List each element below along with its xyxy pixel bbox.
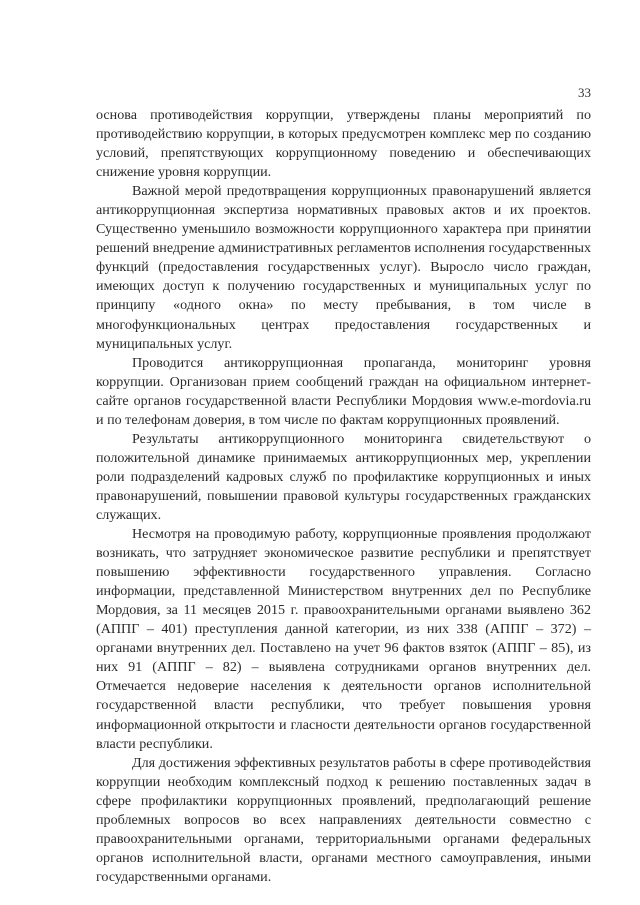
paragraph-6: Для достижения эффективных результатов работы в сфере противодействия коррупции необходим комплексный подход к решению поставленных задач в сфере профилактики коррупционных проявлений, предполагающий решение проблемных вопросов во всех направлениях деятельности совместно с правоохранительными органами, территориальными органами федеральных органов исполнительной власти, органами местного самоуправления, иными государственными органами.	[96, 754, 591, 885]
paragraph-1: основа противодействия коррупции, утверждены планы мероприятий по противодействию коррупции, в которых предусмотрен комплекс мер по созданию условий, препятствующих коррупционному поведению и обеспечивающих снижение уровня коррупции.	[96, 107, 591, 181]
page-number: 33	[578, 85, 591, 100]
paragraph-4: Результаты антикоррупционного мониторинга свидетельствуют о положительной динамике принимаемых антикоррупционных мер, укреплении роли подразделений кадровых служб по профилактике коррупционных и иных правонарушений, повышении правовой культуры государственных гражданских служащих.	[96, 430, 591, 523]
paragraph-3: Проводится антикоррупционная пропаганда, мониторинг уровня коррупции. Организован прием сообщений граждан на официальном интернет-сайте органов государственной власти Республики Мордовия www.e-mordovia.ru и по телефонам доверия, в том числе по фактам коррупционных проявлений.	[96, 354, 591, 428]
document-body	[96, 106, 591, 887]
paragraph-5: Несмотря на проводимую работу, коррупционные проявления продолжают возникать, что затрудняет экономическое развитие республики и препятствует повышению эффективности государственного управления. Согласно информации, представленной Министерством внутренних дел по Республике Мордовия, за 11 месяцев 2015 г. правоохранительными органами выявлено 362 (АППГ – 401) преступления данной категории, из них 338 (АППГ – 372) – органами внутренних дел. Поставлено на учет 96 фактов взяток (АППГ – 85), из них 91 (АППГ – 82) – выявлена сотрудниками органов внутренних дел. Отмечается недоверие населения к деятельности органов исполнительной государственной власти республики, что требует повышения уровня информационной открытости и гласности деятельности органов государственной власти республики.	[96, 526, 591, 752]
paragraph-2: Важной мерой предотвращения коррупционных правонарушений является антикоррупционная экспертиза нормативных правовых актов и их проектов. Существенно уменьшило возможности коррупционного характера при принятии решений внедрение административных регламентов исполнения государственных функций (предоставления государственных услуг). Выросло число граждан, имеющих доступ к получению государственных и муниципальных услуг по принципу «одного окна» по месту пребывания, в том числе в многофункциональных центрах предоставления государственных и муниципальных услуг.	[96, 183, 591, 352]
